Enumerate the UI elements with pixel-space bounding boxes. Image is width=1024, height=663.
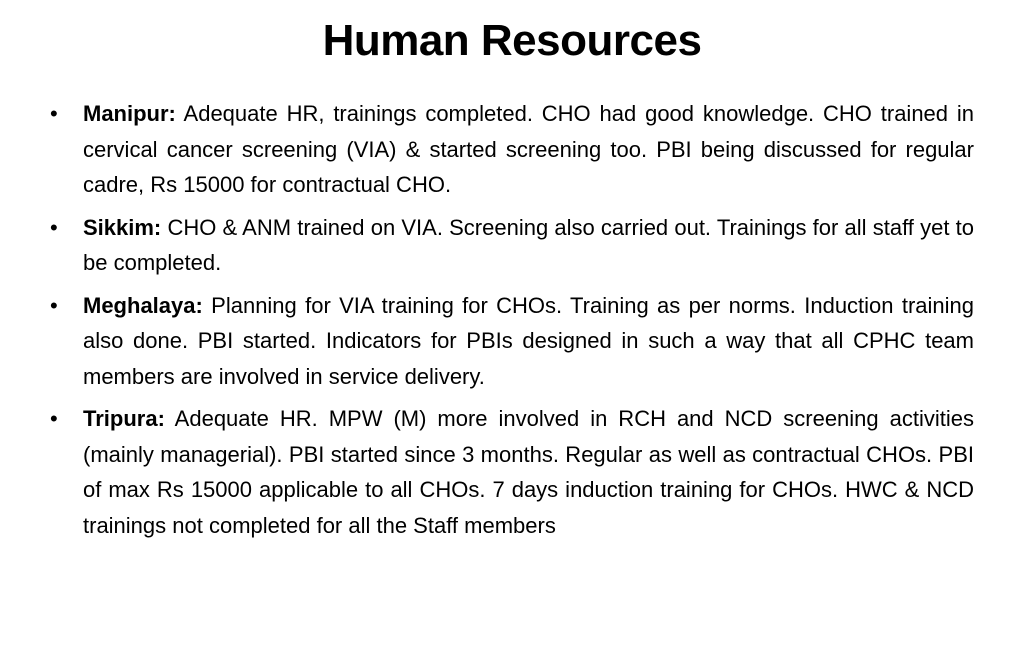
bullet-item-tripura [50,401,974,543]
bullet-item-manipur [50,96,974,203]
bullet-text: Adequate HR, trainings completed. CHO had good knowledge. CHO trained in cervical cancer screening (VIA) & started screening too. PBI being discussed for regular cadre, Rs 15000 for contractual CHO. [83,101,974,197]
bullet-item-sikkim [50,210,974,281]
bullet-list [50,96,974,550]
bullet-icon: • [50,292,58,318]
slide-title: Human Resources [322,16,702,65]
bullet-label: Sikkim: [83,214,162,240]
bullet-text: CHO & ANM trained on VIA. Screening also carried out. Trainings for all staff yet to be completed. [83,214,974,275]
bullet-label: Meghalaya: [83,292,203,318]
bullet-item-meghalaya [50,288,974,395]
bullet-text: Adequate HR. MPW (M) more involved in RCH and NCD screening activities (mainly managerial). PBI started since 3 months. Regular as well as contractual CHOs. PBI of max Rs 15000 applicable to all CHOs. 7 days induction training for CHOs. HWC & NCD trainings not completed for all the Staff members [83,406,974,538]
bullet-label: Manipur: [83,101,176,126]
bullet-label: Tripura: [83,406,165,431]
bullet-text: Planning for VIA training for CHOs. Training as per norms. Induction training also done. PBI started. Indicators for PBIs designed in such a way that all CPHC team members are involved in service delivery. [83,292,974,389]
bullet-icon: • [50,214,58,240]
bullet-icon: • [50,406,58,431]
bullet-icon: • [50,101,58,126]
